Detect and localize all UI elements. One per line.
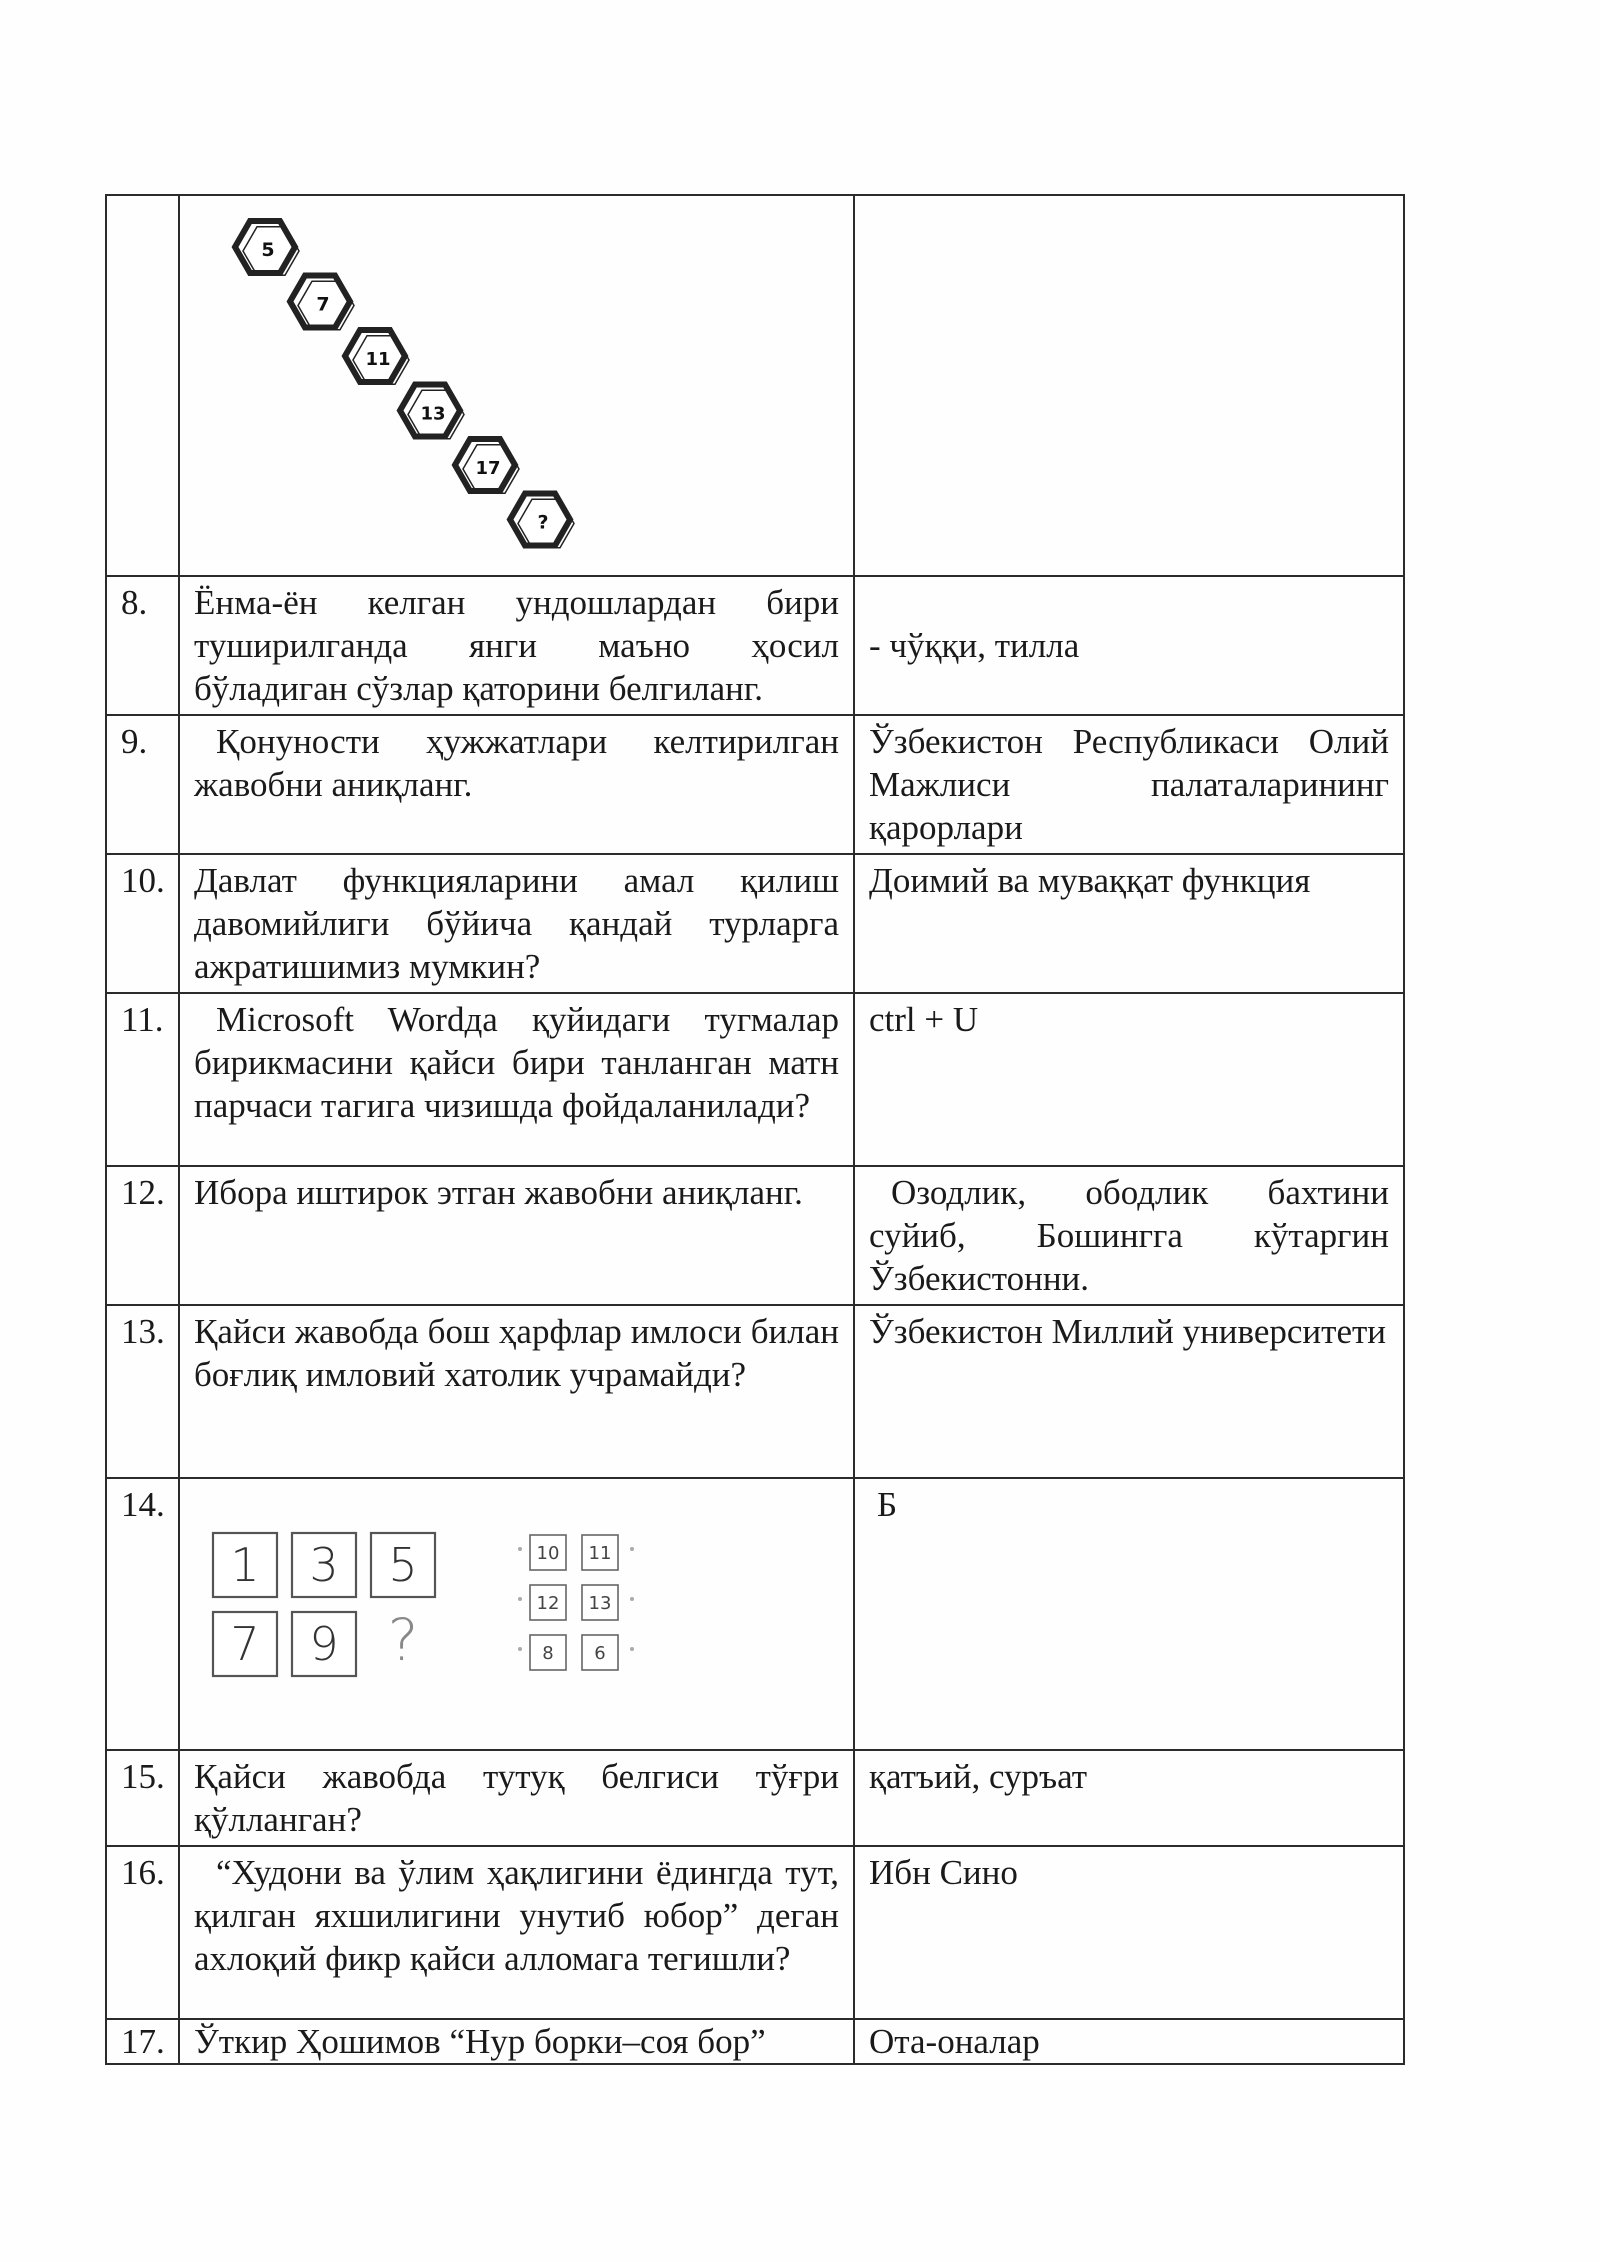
- hexagon-number: 7: [316, 293, 330, 316]
- answer-text: ctrl + U: [854, 993, 1404, 1166]
- small-grid-number: 10: [536, 1543, 560, 1564]
- grid-number: 5: [388, 1538, 418, 1592]
- small-grid-number: 8: [542, 1643, 554, 1664]
- hexagon-number: 11: [365, 349, 391, 370]
- table-row: [106, 576, 1404, 715]
- grid-number: ?: [387, 1606, 419, 1674]
- grid-number: 9: [309, 1617, 339, 1671]
- row-number: 11.: [106, 993, 179, 1166]
- grid-cell: [213, 1533, 277, 1597]
- hexagon-number: 17: [475, 458, 501, 479]
- small-grid-cell: [530, 1635, 566, 1670]
- dot-mark: [518, 1597, 522, 1601]
- answer-text: Ўзбекистон Республикаси Олий Мажлиси палаталарининг қарорлари: [854, 715, 1404, 854]
- row-number: 12.: [106, 1166, 179, 1305]
- small-grid-number: 11: [588, 1543, 612, 1564]
- question-text: Давлат функцияларини амал қилиш давомийлиги бўйича қандай турларга ажратишимиз мумкин?: [179, 854, 854, 993]
- number-grid-figure: [180, 1479, 854, 1747]
- hexagon-item: [345, 330, 409, 384]
- grid-number: 3: [309, 1538, 339, 1592]
- table-row: [106, 854, 1404, 993]
- hexagon-item: [400, 385, 464, 439]
- grid-cell: [388, 1606, 419, 1674]
- row-number: 14.: [106, 1478, 179, 1750]
- hexagon-sequence-figure: [180, 196, 854, 573]
- question-text: Қайси жавобда бош ҳарфлар имлоси билан боғлиқ имловий хатолик учрамайди?: [179, 1305, 854, 1478]
- dot-mark: [518, 1547, 522, 1551]
- hexagon-item: [455, 439, 519, 493]
- row-number: 16.: [106, 1846, 179, 2019]
- table-row: [106, 1166, 1404, 1305]
- grid-cell: [371, 1533, 435, 1597]
- row-number: 9.: [106, 715, 179, 854]
- row-number: [106, 195, 179, 576]
- table-row: [106, 1846, 1404, 2019]
- table-row: [106, 993, 1404, 1166]
- grid-number: 7: [230, 1617, 260, 1671]
- small-grid-cell: [582, 1585, 618, 1620]
- small-grid-cell: [530, 1535, 566, 1570]
- dot-mark: [630, 1647, 634, 1651]
- question-answer-table: [105, 194, 1405, 2065]
- grid-cell: [292, 1612, 356, 1676]
- answer-text: Ота-оналар: [854, 2019, 1404, 2064]
- answer-text: Ўзбекистон Миллий университети: [854, 1305, 1404, 1478]
- answer-text: [854, 1478, 1404, 1750]
- hexagon-number: 5: [261, 239, 275, 261]
- number-puzzle-cell: [179, 1478, 854, 1750]
- small-grid-number: 12: [536, 1593, 560, 1614]
- hexagon-item: [235, 221, 299, 275]
- question-text: Microsoft Wordда қуйидаги тугмалар бирикмасини қайси бири танланган матн парчаси тагига чизишда фойдаланилади?: [179, 993, 854, 1166]
- row-number: 10.: [106, 854, 179, 993]
- hexagon-item: [510, 494, 574, 548]
- row-number: 15.: [106, 1750, 179, 1846]
- hexagon-number: ?: [537, 511, 549, 534]
- grid-cell: [292, 1533, 356, 1597]
- table-row: [106, 1478, 1404, 1750]
- row-number: 17.: [106, 2019, 179, 2064]
- small-grid-cell: [582, 1535, 618, 1570]
- table-row: [106, 2019, 1404, 2064]
- hexagon-number: 13: [420, 403, 446, 425]
- question-text: Ибора иштирок этган жавобни аниқланг.: [179, 1166, 854, 1305]
- table-row: [106, 715, 1404, 854]
- grid-cell: [213, 1612, 277, 1676]
- answer-text: Озодлик, ободлик бахтини суйиб, Бошингга кўтаргин Ўзбекистонни.: [854, 1166, 1404, 1305]
- answer-cell: [854, 195, 1404, 576]
- question-text: Қонуности ҳужжатлари келтирилган жавобни аниқланг.: [179, 715, 854, 854]
- dot-mark: [518, 1647, 522, 1651]
- small-grid-cell: [582, 1635, 618, 1670]
- table-row: [106, 195, 1404, 576]
- answer-value: Б: [877, 1485, 898, 1524]
- dot-mark: [630, 1597, 634, 1601]
- grid-number: 1: [230, 1538, 260, 1592]
- question-text: Қайси жавобда тутуқ белгиси тўғри қўлланган?: [179, 1750, 854, 1846]
- question-text: “Худони ва ўлим ҳақлигини ёдингда тут, қилган яхшилигини унутиб юбор” деган ахлоқий фикр қайси алломага тегишли?: [179, 1846, 854, 2019]
- answer-text: Доимий ва муваққат функция: [854, 854, 1404, 993]
- hexagon-puzzle-cell: [179, 195, 854, 576]
- small-grid-cell: [530, 1585, 566, 1620]
- question-text: Ёнма-ён келган ундошлардан бири туширилганда янги маъно ҳосил бўладиган сўзлар қаторини белгиланг.: [179, 576, 854, 715]
- answer-text: Ибн Сино: [854, 1846, 1404, 2019]
- table-row: [106, 1305, 1404, 1478]
- answer-value: - чўққи, тилла: [869, 626, 1080, 665]
- dot-mark: [630, 1547, 634, 1551]
- row-number: 13.: [106, 1305, 179, 1478]
- answer-text: қатъий, суръат: [854, 1750, 1404, 1846]
- small-grid-number: 6: [594, 1643, 606, 1664]
- table-row: [106, 1750, 1404, 1846]
- hexagon-item: [290, 276, 354, 330]
- answer-text: [854, 576, 1404, 715]
- question-text: Ўткир Ҳошимов “Нур борки–соя бор”: [179, 2019, 854, 2064]
- row-number: 8.: [106, 576, 179, 715]
- small-grid-number: 13: [588, 1593, 612, 1614]
